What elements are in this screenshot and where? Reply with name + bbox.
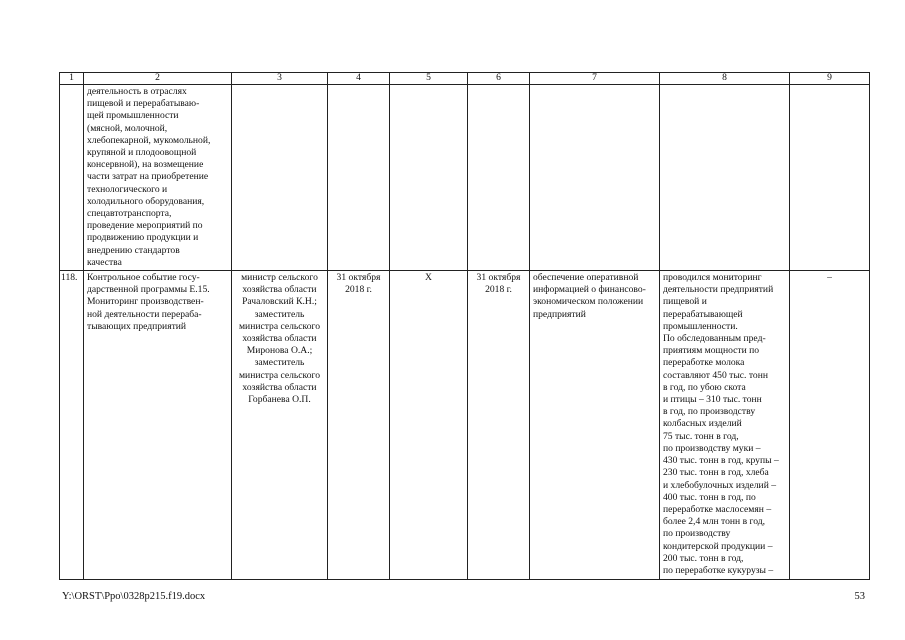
- table-row-continuation: [60, 85, 870, 271]
- page-number: 53: [854, 591, 865, 602]
- header-cell-6: 6: [468, 73, 530, 85]
- header-cell-1: 1: [60, 73, 84, 85]
- cell-actual-result: проводился мониторинг деятельности предприятий пищевой и перерабатывающей промышленности. По обследованным пред- приятиям мощности по переработке молока составляют 450 тыс. тонн в год, по убою скота и птицы – 310 тыс. тонн в год, по производству колбасных изделий 75 тыс. тонн в год, по производству муки – 430 тыс. тонн в год, крупы – 230 тыс. тонн в год, хлеба и хлебобулочных изделий – 400 тыс. тонн в год, по переработке маслосемян – более 2,4 млн тонн в год, по производству кондитерской продукции – 200 тыс. тонн в год, по переработке кукурузы –: [660, 271, 790, 580]
- header-cell-8: 8: [660, 73, 790, 85]
- report-table: [59, 72, 870, 580]
- header-cell-2: 2: [84, 73, 232, 85]
- header-cell-4: 4: [328, 73, 390, 85]
- cell-expected-result: [530, 85, 660, 271]
- cell-planned-date: [328, 85, 390, 271]
- cell-responsible: министр сельского хозяйства области Рачаловский К.Н.; заместитель министра сельского хозяйства области Миронова О.А.; заместитель министра сельского хозяйства области Горбанева О.П.: [232, 271, 328, 580]
- header-cell-5: 5: [390, 73, 468, 85]
- cell-actual-result: [660, 85, 790, 271]
- cell-notes: [790, 85, 870, 271]
- cell-actual-date: [468, 85, 530, 271]
- table-row-118: [60, 271, 870, 580]
- cell-notes: –: [790, 271, 870, 580]
- cell-planned-date: 31 октября 2018 г.: [328, 271, 390, 580]
- footer-file-path: Y:\ORST\Ppo\0328p215.f19.docx: [62, 591, 206, 602]
- cell-column-5: Х: [390, 271, 468, 580]
- header-cell-7: 7: [530, 73, 660, 85]
- cell-description: Контрольное событие госу- дарственной программы Е.15. Мониторинг производствен- ной деятельности перераба- тывающих предприятий: [84, 271, 232, 580]
- cell-description: деятельность в отраслях пищевой и перерабатываю- щей промышленности (мясной, молочной, хлебопекарной, мукомольной, крупяной и плодоовощной консервной), на возмещение части затрат на приобретение технологического и холодильного оборудования, спецавтотранспорта, проведение мероприятий по продвижению продукции и внедрению стандартов качества: [84, 85, 232, 271]
- header-row: [60, 73, 870, 85]
- cell-column-5: [390, 85, 468, 271]
- cell-expected-result: обеспечение оперативной информацией о финансово- экономическом положении предприятий: [530, 271, 660, 580]
- cell-number: 118.: [60, 271, 84, 580]
- cell-number: [60, 85, 84, 271]
- cell-actual-date: 31 октября 2018 г.: [468, 271, 530, 580]
- header-cell-9: 9: [790, 73, 870, 85]
- cell-responsible: [232, 85, 328, 271]
- header-cell-3: 3: [232, 73, 328, 85]
